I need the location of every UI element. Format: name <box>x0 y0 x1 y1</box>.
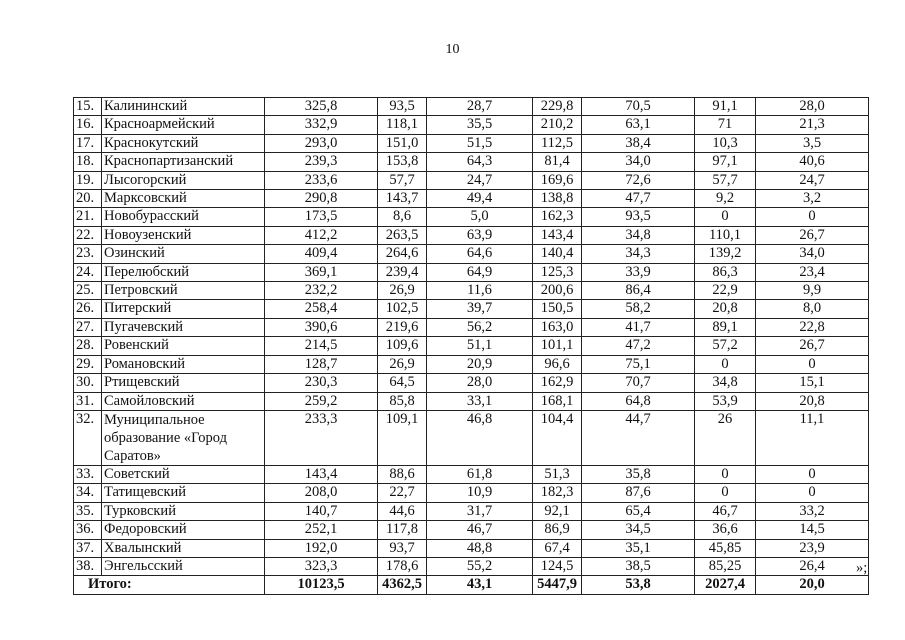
value-cell: 26,7 <box>756 337 869 355</box>
value-cell: 109,6 <box>378 337 427 355</box>
district-name: Федоровский <box>102 521 265 539</box>
value-cell: 34,8 <box>695 374 756 392</box>
value-cell: 81,4 <box>533 153 582 171</box>
district-name: Краснокутский <box>102 134 265 152</box>
value-cell: 86,4 <box>582 282 695 300</box>
value-cell: 38,4 <box>582 134 695 152</box>
total-value-cell: 4362,5 <box>378 576 427 594</box>
table-row <box>74 521 869 539</box>
value-cell: 47,7 <box>582 190 695 208</box>
value-cell: 10,3 <box>695 134 756 152</box>
value-cell: 51,3 <box>533 465 582 483</box>
value-cell: 64,6 <box>427 245 533 263</box>
district-name: Ртищевский <box>102 374 265 392</box>
district-name: Самойловский <box>102 392 265 410</box>
row-number: 31. <box>74 392 102 410</box>
district-name: Новоузенский <box>102 226 265 244</box>
value-cell: 55,2 <box>427 557 533 575</box>
value-cell: 87,6 <box>582 484 695 502</box>
value-cell: 51,1 <box>427 337 533 355</box>
value-cell: 151,0 <box>378 134 427 152</box>
value-cell: 57,2 <box>695 337 756 355</box>
row-number: 21. <box>74 208 102 226</box>
value-cell: 8,0 <box>756 300 869 318</box>
value-cell: 89,1 <box>695 318 756 336</box>
value-cell: 97,1 <box>695 153 756 171</box>
value-cell: 71 <box>695 116 756 134</box>
value-cell: 46,7 <box>427 521 533 539</box>
table-row <box>74 226 869 244</box>
value-cell: 24,7 <box>427 171 533 189</box>
value-cell: 229,8 <box>533 98 582 116</box>
table-row <box>74 98 869 116</box>
value-cell: 35,8 <box>582 465 695 483</box>
value-cell: 86,9 <box>533 521 582 539</box>
value-cell: 34,0 <box>582 153 695 171</box>
district-name: Красноармейский <box>102 116 265 134</box>
value-cell: 65,4 <box>582 502 695 520</box>
row-number: 28. <box>74 337 102 355</box>
value-cell: 22,8 <box>756 318 869 336</box>
value-cell: 93,7 <box>378 539 427 557</box>
value-cell: 169,6 <box>533 171 582 189</box>
total-row <box>74 576 869 594</box>
value-cell: 61,8 <box>427 465 533 483</box>
district-name: Пугачевский <box>102 318 265 336</box>
value-cell: 64,5 <box>378 374 427 392</box>
value-cell: 14,5 <box>756 521 869 539</box>
value-cell: 0 <box>695 465 756 483</box>
value-cell: 20,8 <box>695 300 756 318</box>
value-cell: 332,9 <box>265 116 378 134</box>
value-cell: 41,7 <box>582 318 695 336</box>
value-cell: 24,7 <box>756 171 869 189</box>
district-name: Калининский <box>102 98 265 116</box>
row-number: 27. <box>74 318 102 336</box>
district-name: Советский <box>102 465 265 483</box>
value-cell: 38,5 <box>582 557 695 575</box>
value-cell: 11,6 <box>427 282 533 300</box>
row-number: 18. <box>74 153 102 171</box>
value-cell: 162,3 <box>533 208 582 226</box>
value-cell: 34,5 <box>582 521 695 539</box>
value-cell: 0 <box>695 208 756 226</box>
row-number: 29. <box>74 355 102 373</box>
value-cell: 168,1 <box>533 392 582 410</box>
value-cell: 33,2 <box>756 502 869 520</box>
value-cell: 3,5 <box>756 134 869 152</box>
district-name: Озинский <box>102 245 265 263</box>
value-cell: 70,7 <box>582 374 695 392</box>
table-row <box>74 355 869 373</box>
table-row <box>74 263 869 281</box>
value-cell: 46,8 <box>427 410 533 465</box>
value-cell: 93,5 <box>582 208 695 226</box>
row-number: 19. <box>74 171 102 189</box>
district-name: Марксовский <box>102 190 265 208</box>
value-cell: 252,1 <box>265 521 378 539</box>
row-number: 23. <box>74 245 102 263</box>
value-cell: 34,3 <box>582 245 695 263</box>
row-number: 25. <box>74 282 102 300</box>
value-cell: 45,85 <box>695 539 756 557</box>
value-cell: 125,3 <box>533 263 582 281</box>
value-cell: 0 <box>756 355 869 373</box>
table-row <box>74 116 869 134</box>
value-cell: 369,1 <box>265 263 378 281</box>
table-row <box>74 410 869 465</box>
total-label: Итого: <box>74 576 265 594</box>
value-cell: 23,9 <box>756 539 869 557</box>
row-number: 17. <box>74 134 102 152</box>
value-cell: 182,3 <box>533 484 582 502</box>
value-cell: 192,0 <box>265 539 378 557</box>
value-cell: 26,7 <box>756 226 869 244</box>
value-cell: 20,8 <box>756 392 869 410</box>
value-cell: 124,5 <box>533 557 582 575</box>
value-cell: 64,9 <box>427 263 533 281</box>
district-name: Перелюбский <box>102 263 265 281</box>
value-cell: 63,1 <box>582 116 695 134</box>
district-name: Ровенский <box>102 337 265 355</box>
data-table <box>73 97 869 595</box>
total-value-cell: 2027,4 <box>695 576 756 594</box>
value-cell: 34,0 <box>756 245 869 263</box>
district-name: Турковский <box>102 502 265 520</box>
row-number: 36. <box>74 521 102 539</box>
value-cell: 259,2 <box>265 392 378 410</box>
value-cell: 173,5 <box>265 208 378 226</box>
value-cell: 10,9 <box>427 484 533 502</box>
value-cell: 51,5 <box>427 134 533 152</box>
value-cell: 58,2 <box>582 300 695 318</box>
total-value-cell: 5447,9 <box>533 576 582 594</box>
value-cell: 258,4 <box>265 300 378 318</box>
table-row <box>74 374 869 392</box>
value-cell: 26,9 <box>378 355 427 373</box>
value-cell: 390,6 <box>265 318 378 336</box>
value-cell: 26 <box>695 410 756 465</box>
value-cell: 8,6 <box>378 208 427 226</box>
table-row <box>74 539 869 557</box>
district-name: Лысогорский <box>102 171 265 189</box>
value-cell: 233,6 <box>265 171 378 189</box>
value-cell: 293,0 <box>265 134 378 152</box>
value-cell: 210,2 <box>533 116 582 134</box>
value-cell: 150,5 <box>533 300 582 318</box>
value-cell: 85,8 <box>378 392 427 410</box>
value-cell: 264,6 <box>378 245 427 263</box>
value-cell: 109,1 <box>378 410 427 465</box>
value-cell: 219,6 <box>378 318 427 336</box>
value-cell: 70,5 <box>582 98 695 116</box>
table-row <box>74 300 869 318</box>
value-cell: 232,2 <box>265 282 378 300</box>
table-row <box>74 557 869 575</box>
district-name: Питерский <box>102 300 265 318</box>
value-cell: 33,1 <box>427 392 533 410</box>
value-cell: 323,3 <box>265 557 378 575</box>
value-cell: 140,4 <box>533 245 582 263</box>
value-cell: 86,3 <box>695 263 756 281</box>
row-number: 34. <box>74 484 102 502</box>
table-row <box>74 208 869 226</box>
value-cell: 409,4 <box>265 245 378 263</box>
table-row <box>74 190 869 208</box>
value-cell: 112,5 <box>533 134 582 152</box>
value-cell: 91,1 <box>695 98 756 116</box>
district-name: Романовский <box>102 355 265 373</box>
value-cell: 3,2 <box>756 190 869 208</box>
row-number: 32. <box>74 410 102 465</box>
value-cell: 36,6 <box>695 521 756 539</box>
value-cell: 35,1 <box>582 539 695 557</box>
value-cell: 163,0 <box>533 318 582 336</box>
value-cell: 162,9 <box>533 374 582 392</box>
district-name: Новобурасский <box>102 208 265 226</box>
row-number: 30. <box>74 374 102 392</box>
district-name: Краснопартизанский <box>102 153 265 171</box>
table-row <box>74 392 869 410</box>
value-cell: 412,2 <box>265 226 378 244</box>
value-cell: 153,8 <box>378 153 427 171</box>
table-row <box>74 153 869 171</box>
district-name: Энгельсский <box>102 557 265 575</box>
row-number: 38. <box>74 557 102 575</box>
value-cell: 263,5 <box>378 226 427 244</box>
value-cell: 239,3 <box>265 153 378 171</box>
row-number: 35. <box>74 502 102 520</box>
value-cell: 9,9 <box>756 282 869 300</box>
value-cell: 128,7 <box>265 355 378 373</box>
table-row <box>74 282 869 300</box>
row-number: 26. <box>74 300 102 318</box>
value-cell: 93,5 <box>378 98 427 116</box>
value-cell: 72,6 <box>582 171 695 189</box>
district-name: Татищевский <box>102 484 265 502</box>
value-cell: 96,6 <box>533 355 582 373</box>
value-cell: 47,2 <box>582 337 695 355</box>
value-cell: 0 <box>695 484 756 502</box>
row-number: 20. <box>74 190 102 208</box>
value-cell: 233,3 <box>265 410 378 465</box>
value-cell: 26,4 <box>756 557 869 575</box>
value-cell: 63,9 <box>427 226 533 244</box>
value-cell: 9,2 <box>695 190 756 208</box>
table-row <box>74 245 869 263</box>
value-cell: 33,9 <box>582 263 695 281</box>
value-cell: 21,3 <box>756 116 869 134</box>
value-cell: 117,8 <box>378 521 427 539</box>
value-cell: 104,4 <box>533 410 582 465</box>
value-cell: 200,6 <box>533 282 582 300</box>
value-cell: 11,1 <box>756 410 869 465</box>
district-name: Муниципальное образование «Город Саратов» <box>102 410 265 465</box>
row-number: 33. <box>74 465 102 483</box>
value-cell: 15,1 <box>756 374 869 392</box>
total-value-cell: 10123,5 <box>265 576 378 594</box>
value-cell: 57,7 <box>695 171 756 189</box>
value-cell: 214,5 <box>265 337 378 355</box>
value-cell: 110,1 <box>695 226 756 244</box>
table-row <box>74 318 869 336</box>
value-cell: 230,3 <box>265 374 378 392</box>
value-cell: 39,7 <box>427 300 533 318</box>
table-row <box>74 134 869 152</box>
table-row <box>74 171 869 189</box>
value-cell: 34,8 <box>582 226 695 244</box>
value-cell: 102,5 <box>378 300 427 318</box>
value-cell: 56,2 <box>427 318 533 336</box>
table-row <box>74 502 869 520</box>
value-cell: 64,3 <box>427 153 533 171</box>
value-cell: 143,7 <box>378 190 427 208</box>
value-cell: 49,4 <box>427 190 533 208</box>
value-cell: 85,25 <box>695 557 756 575</box>
row-number: 22. <box>74 226 102 244</box>
value-cell: 22,9 <box>695 282 756 300</box>
value-cell: 143,4 <box>533 226 582 244</box>
value-cell: 0 <box>756 208 869 226</box>
table-row <box>74 465 869 483</box>
closing-quote: »; <box>856 560 868 576</box>
value-cell: 290,8 <box>265 190 378 208</box>
value-cell: 139,2 <box>695 245 756 263</box>
district-name: Хвалынский <box>102 539 265 557</box>
row-number: 37. <box>74 539 102 557</box>
value-cell: 208,0 <box>265 484 378 502</box>
row-number: 16. <box>74 116 102 134</box>
value-cell: 57,7 <box>378 171 427 189</box>
value-cell: 28,0 <box>427 374 533 392</box>
value-cell: 46,7 <box>695 502 756 520</box>
value-cell: 101,1 <box>533 337 582 355</box>
value-cell: 28,7 <box>427 98 533 116</box>
value-cell: 75,1 <box>582 355 695 373</box>
value-cell: 92,1 <box>533 502 582 520</box>
value-cell: 53,9 <box>695 392 756 410</box>
value-cell: 31,7 <box>427 502 533 520</box>
value-cell: 20,9 <box>427 355 533 373</box>
row-number: 15. <box>74 98 102 116</box>
value-cell: 138,8 <box>533 190 582 208</box>
value-cell: 88,6 <box>378 465 427 483</box>
value-cell: 5,0 <box>427 208 533 226</box>
value-cell: 26,9 <box>378 282 427 300</box>
value-cell: 143,4 <box>265 465 378 483</box>
value-cell: 0 <box>756 484 869 502</box>
value-cell: 239,4 <box>378 263 427 281</box>
value-cell: 67,4 <box>533 539 582 557</box>
table-row <box>74 337 869 355</box>
value-cell: 35,5 <box>427 116 533 134</box>
value-cell: 48,8 <box>427 539 533 557</box>
total-value-cell: 53,8 <box>582 576 695 594</box>
value-cell: 44,6 <box>378 502 427 520</box>
value-cell: 0 <box>756 465 869 483</box>
table-row <box>74 484 869 502</box>
row-number: 24. <box>74 263 102 281</box>
value-cell: 28,0 <box>756 98 869 116</box>
value-cell: 325,8 <box>265 98 378 116</box>
district-name: Петровский <box>102 282 265 300</box>
value-cell: 118,1 <box>378 116 427 134</box>
value-cell: 178,6 <box>378 557 427 575</box>
value-cell: 40,6 <box>756 153 869 171</box>
value-cell: 44,7 <box>582 410 695 465</box>
total-value-cell: 20,0 <box>756 576 869 594</box>
value-cell: 140,7 <box>265 502 378 520</box>
value-cell: 0 <box>695 355 756 373</box>
value-cell: 22,7 <box>378 484 427 502</box>
page-number: 10 <box>445 42 460 57</box>
value-cell: 23,4 <box>756 263 869 281</box>
total-value-cell: 43,1 <box>427 576 533 594</box>
value-cell: 64,8 <box>582 392 695 410</box>
